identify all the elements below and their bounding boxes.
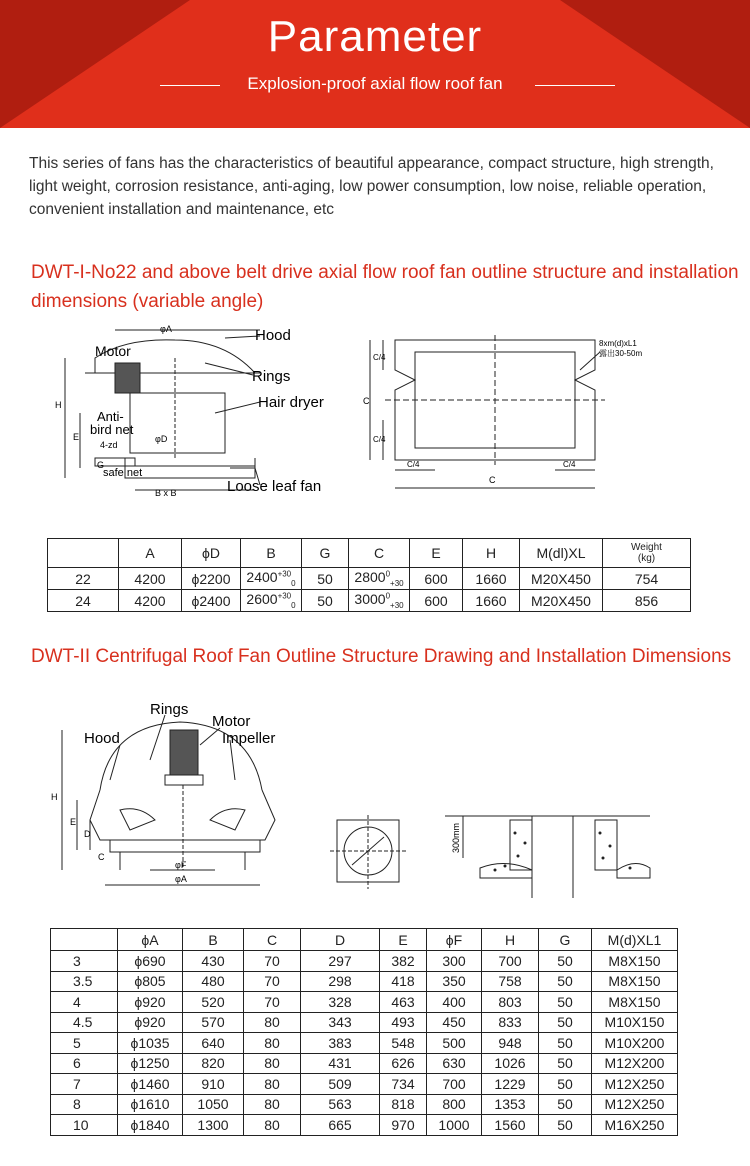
header-cell: M(dl)XL xyxy=(520,539,603,568)
table-header-row xyxy=(51,929,678,951)
table-cell: 328 xyxy=(301,992,380,1013)
hair-dryer-label: Hair dryer xyxy=(258,394,324,411)
cell-c-sup: 0 xyxy=(385,591,391,601)
table-cell: M10X150 xyxy=(592,1012,678,1033)
table-cell: 1229 xyxy=(482,1074,539,1095)
table-cell: 50 xyxy=(539,1053,592,1074)
foundation-dim-c4-right: C/4 xyxy=(563,460,576,469)
weight-header-cell xyxy=(603,539,691,568)
c-dim-e-label: E xyxy=(70,817,77,827)
table-cell: ϕ690 xyxy=(118,951,183,972)
table-cell: M12X200 xyxy=(592,1053,678,1074)
section2-spec-table xyxy=(50,928,678,1136)
header-cell: C xyxy=(349,539,410,568)
cell-b-sub: 0 xyxy=(291,578,296,588)
header-banner xyxy=(0,0,750,128)
cell-weight: 754 xyxy=(603,568,691,590)
table-cell: M10X200 xyxy=(592,1033,678,1054)
cell-c-value: 3000 xyxy=(354,591,386,608)
table-cell: 80 xyxy=(244,1053,301,1074)
table-cell: 570 xyxy=(183,1012,244,1033)
table-cell: 803 xyxy=(482,992,539,1013)
table-cell: 493 xyxy=(380,1012,427,1033)
cell-b xyxy=(241,568,302,590)
bird-net-label: bird net xyxy=(90,422,134,437)
table-cell: 734 xyxy=(380,1074,427,1095)
table-row xyxy=(51,1053,678,1074)
foundation-dim-c4-left: C/4 xyxy=(407,460,420,469)
table-cell: 70 xyxy=(244,971,301,992)
table-cell: ϕ1840 xyxy=(118,1115,183,1136)
cell-h: 1660 xyxy=(463,568,520,590)
table-cell: 4 xyxy=(51,992,118,1013)
table-cell: ϕ1460 xyxy=(118,1074,183,1095)
table-cell: 563 xyxy=(301,1094,380,1115)
dim-g-label: G xyxy=(97,460,105,470)
page-subtitle: Explosion-proof axial flow roof fan xyxy=(247,74,503,93)
table-row xyxy=(48,568,691,590)
cell-c-sup: 0 xyxy=(385,569,391,579)
table-cell: 50 xyxy=(539,1033,592,1054)
c-dim-c-label: C xyxy=(98,852,105,862)
cell-b xyxy=(241,590,302,612)
table-cell: M8X150 xyxy=(592,992,678,1013)
table-cell: 1560 xyxy=(482,1115,539,1136)
table-row xyxy=(51,1012,678,1033)
table-cell: M12X250 xyxy=(592,1074,678,1095)
cell-e: 600 xyxy=(410,590,463,612)
cell-a: 4200 xyxy=(119,590,182,612)
bolt-note: 8xm(d)xL1 xyxy=(599,339,637,348)
header-cell: B xyxy=(183,929,244,951)
table-cell: 6 xyxy=(51,1053,118,1074)
cell-b-sub: 0 xyxy=(291,600,296,610)
header-cell: G xyxy=(302,539,349,568)
section2-title: DWT-II Centrifugal Roof Fan Outline Structure Drawing and Installation Dimensions xyxy=(31,646,732,667)
cell-b-sup: +30 xyxy=(277,569,292,579)
foundation-dim-c-bottom: C xyxy=(489,475,496,485)
table-cell: 383 xyxy=(301,1033,380,1054)
axial-fan-drawing xyxy=(55,318,345,500)
cell-g: 50 xyxy=(302,568,349,590)
table-cell: 50 xyxy=(539,1012,592,1033)
intro-paragraph: This series of fans has the characteristics of beautiful appearance, compact structure, high strength, light weight, corrosion resistance, anti-aging, low power consumption, low noise, reliable operation, convenient installation and maintenance, etc xyxy=(29,155,714,218)
dim-300-label: 300mm xyxy=(451,822,461,853)
header-cell: C xyxy=(244,929,301,951)
cell-b-value: 2400 xyxy=(246,569,278,586)
cell-no: 24 xyxy=(48,590,119,612)
subtitle-divider-right xyxy=(535,85,615,86)
loose-leaf-fan-label: Loose leaf fan xyxy=(227,478,322,495)
table-cell: 970 xyxy=(380,1115,427,1136)
table-cell: 818 xyxy=(380,1094,427,1115)
cell-b-value: 2600 xyxy=(246,591,278,608)
table-cell: 1050 xyxy=(183,1094,244,1115)
c-hood-label: Hood xyxy=(84,730,120,747)
table-cell: 833 xyxy=(482,1012,539,1033)
table-cell: ϕ805 xyxy=(118,971,183,992)
table-cell: ϕ920 xyxy=(118,1012,183,1033)
table-row xyxy=(51,951,678,972)
cell-weight: 856 xyxy=(603,590,691,612)
table-cell: 640 xyxy=(183,1033,244,1054)
cell-no: 22 xyxy=(48,568,119,590)
header-cell: ϕA xyxy=(118,929,183,951)
c-dim-a-label: φA xyxy=(175,874,187,884)
header-cell: ϕD xyxy=(182,539,241,568)
dim-4zd-label: 4-zd xyxy=(100,440,118,450)
table-row xyxy=(51,1074,678,1095)
table-cell: ϕ1250 xyxy=(118,1053,183,1074)
table-cell: 50 xyxy=(539,1115,592,1136)
table-cell: 520 xyxy=(183,992,244,1013)
table-row xyxy=(51,1115,678,1136)
table-cell: 665 xyxy=(301,1115,380,1136)
cell-a: 4200 xyxy=(119,568,182,590)
table-cell: 10 xyxy=(51,1115,118,1136)
table-cell: 70 xyxy=(244,992,301,1013)
table-cell: 400 xyxy=(427,992,482,1013)
cell-c xyxy=(349,568,410,590)
table-cell: 80 xyxy=(244,1115,301,1136)
cell-c-sub: +30 xyxy=(390,578,404,588)
table-row xyxy=(51,992,678,1013)
table-cell: 480 xyxy=(183,971,244,992)
header-cell xyxy=(48,539,119,568)
weight-unit: (kg) xyxy=(637,553,656,564)
motor-label: Motor xyxy=(95,343,131,359)
table-cell: 80 xyxy=(244,1094,301,1115)
cell-e: 600 xyxy=(410,568,463,590)
table-cell: M8X150 xyxy=(592,971,678,992)
table-cell: 50 xyxy=(539,992,592,1013)
dim-e-label: E xyxy=(73,432,80,442)
table-cell: 548 xyxy=(380,1033,427,1054)
table-cell: 7 xyxy=(51,1074,118,1095)
table-cell: M12X250 xyxy=(592,1094,678,1115)
rings-label: Rings xyxy=(252,368,291,385)
table-cell: 758 xyxy=(482,971,539,992)
table-cell: 8 xyxy=(51,1094,118,1115)
centrifugal-fan-drawing xyxy=(50,700,290,895)
foundation-dim-c4-top: C/4 xyxy=(373,353,386,362)
table-cell: M16X250 xyxy=(592,1115,678,1136)
table-cell: 350 xyxy=(427,971,482,992)
table-cell: 80 xyxy=(244,1012,301,1033)
cell-g: 50 xyxy=(302,590,349,612)
cell-d: ϕ2200 xyxy=(182,568,241,590)
table-cell: 50 xyxy=(539,1074,592,1095)
foundation-dim-c-label: C xyxy=(363,396,370,406)
table-cell: 910 xyxy=(183,1074,244,1095)
table-cell: ϕ920 xyxy=(118,992,183,1013)
table-cell: 431 xyxy=(301,1053,380,1074)
bolt-note-2: 露出30-50m xyxy=(599,349,643,358)
header-cell: H xyxy=(482,929,539,951)
c-dim-h-label: H xyxy=(51,792,58,802)
c-impeller-label: Impeller xyxy=(222,730,276,747)
table-cell: 3.5 xyxy=(51,971,118,992)
dim-h-label: H xyxy=(55,400,62,410)
hood-label: Hood xyxy=(255,327,291,344)
table-row xyxy=(51,1094,678,1115)
table-row xyxy=(51,1033,678,1054)
table-cell: 343 xyxy=(301,1012,380,1033)
anti-label: Anti- xyxy=(97,409,124,424)
table-cell: 948 xyxy=(482,1033,539,1054)
table-row xyxy=(48,590,691,612)
safe-net-label: safe net xyxy=(103,467,143,479)
axial-fan-foundation-drawing xyxy=(355,330,705,502)
centrifugal-foundation-drawing xyxy=(445,808,655,903)
page-title: Parameter xyxy=(267,12,483,61)
table-cell: 50 xyxy=(539,951,592,972)
table-row xyxy=(51,971,678,992)
dim-bxb-label: B x B xyxy=(155,488,177,498)
table-cell: 5 xyxy=(51,1033,118,1054)
c-dim-d-label: D xyxy=(84,829,91,839)
header-cell: M(d)XL1 xyxy=(592,929,678,951)
table-cell: 3 xyxy=(51,951,118,972)
c-motor-label: Motor xyxy=(212,713,251,730)
table-cell: 1000 xyxy=(427,1115,482,1136)
table-cell: 50 xyxy=(539,1094,592,1115)
table-cell: 700 xyxy=(482,951,539,972)
cell-h: 1660 xyxy=(463,590,520,612)
cell-d: ϕ2400 xyxy=(182,590,241,612)
table-cell: 630 xyxy=(427,1053,482,1074)
c-rings-label: Rings xyxy=(150,701,189,718)
table-cell: 500 xyxy=(427,1033,482,1054)
table-cell: 626 xyxy=(380,1053,427,1074)
foundation-dim-c4-side: C/4 xyxy=(373,435,386,444)
header-cell: H xyxy=(463,539,520,568)
header-cell: ϕF xyxy=(427,929,482,951)
section1-spec-table xyxy=(47,538,691,612)
cell-m: M20X450 xyxy=(520,590,603,612)
table-cell: ϕ1035 xyxy=(118,1033,183,1054)
table-cell: ϕ1610 xyxy=(118,1094,183,1115)
table-header-row xyxy=(48,539,691,568)
header-cell: G xyxy=(539,929,592,951)
header-cell: E xyxy=(410,539,463,568)
table-cell: 418 xyxy=(380,971,427,992)
table-cell: 463 xyxy=(380,992,427,1013)
cell-c-value: 2800 xyxy=(354,569,386,586)
table-cell: 80 xyxy=(244,1033,301,1054)
table-cell: 1353 xyxy=(482,1094,539,1115)
header-cell: A xyxy=(119,539,182,568)
table-cell: 70 xyxy=(244,951,301,972)
dim-d-label: φD xyxy=(155,434,168,444)
table-cell: 700 xyxy=(427,1074,482,1095)
table-cell: 300 xyxy=(427,951,482,972)
table-cell: 450 xyxy=(427,1012,482,1033)
table-cell: 1300 xyxy=(183,1115,244,1136)
cell-c-sub: +30 xyxy=(390,600,404,610)
dim-a-label: φA xyxy=(160,324,172,334)
table-cell: 298 xyxy=(301,971,380,992)
header-cell: E xyxy=(380,929,427,951)
header-cell: B xyxy=(241,539,302,568)
table-cell: 80 xyxy=(244,1074,301,1095)
table-cell: 800 xyxy=(427,1094,482,1115)
c-dim-f-label: φF xyxy=(175,860,187,870)
header-cell: D xyxy=(301,929,380,951)
centrifugal-base-plan-drawing xyxy=(322,815,414,895)
table-cell: 382 xyxy=(380,951,427,972)
table-cell: 430 xyxy=(183,951,244,972)
table-cell: 4.5 xyxy=(51,1012,118,1033)
cell-c xyxy=(349,590,410,612)
table-cell: M8X150 xyxy=(592,951,678,972)
table-cell: 509 xyxy=(301,1074,380,1095)
section2-table-body xyxy=(51,951,678,1136)
cell-m: M20X450 xyxy=(520,568,603,590)
table-cell: 820 xyxy=(183,1053,244,1074)
table-cell: 1026 xyxy=(482,1053,539,1074)
cell-b-sup: +30 xyxy=(277,591,292,601)
header-cell xyxy=(51,929,118,951)
section1-title: DWT-I-No22 and above belt drive axial flow roof fan outline structure and installation dimensions (variable angle) xyxy=(31,262,739,312)
weight-header: Weight xyxy=(631,542,662,553)
table-cell: 297 xyxy=(301,951,380,972)
table-cell: 50 xyxy=(539,971,592,992)
